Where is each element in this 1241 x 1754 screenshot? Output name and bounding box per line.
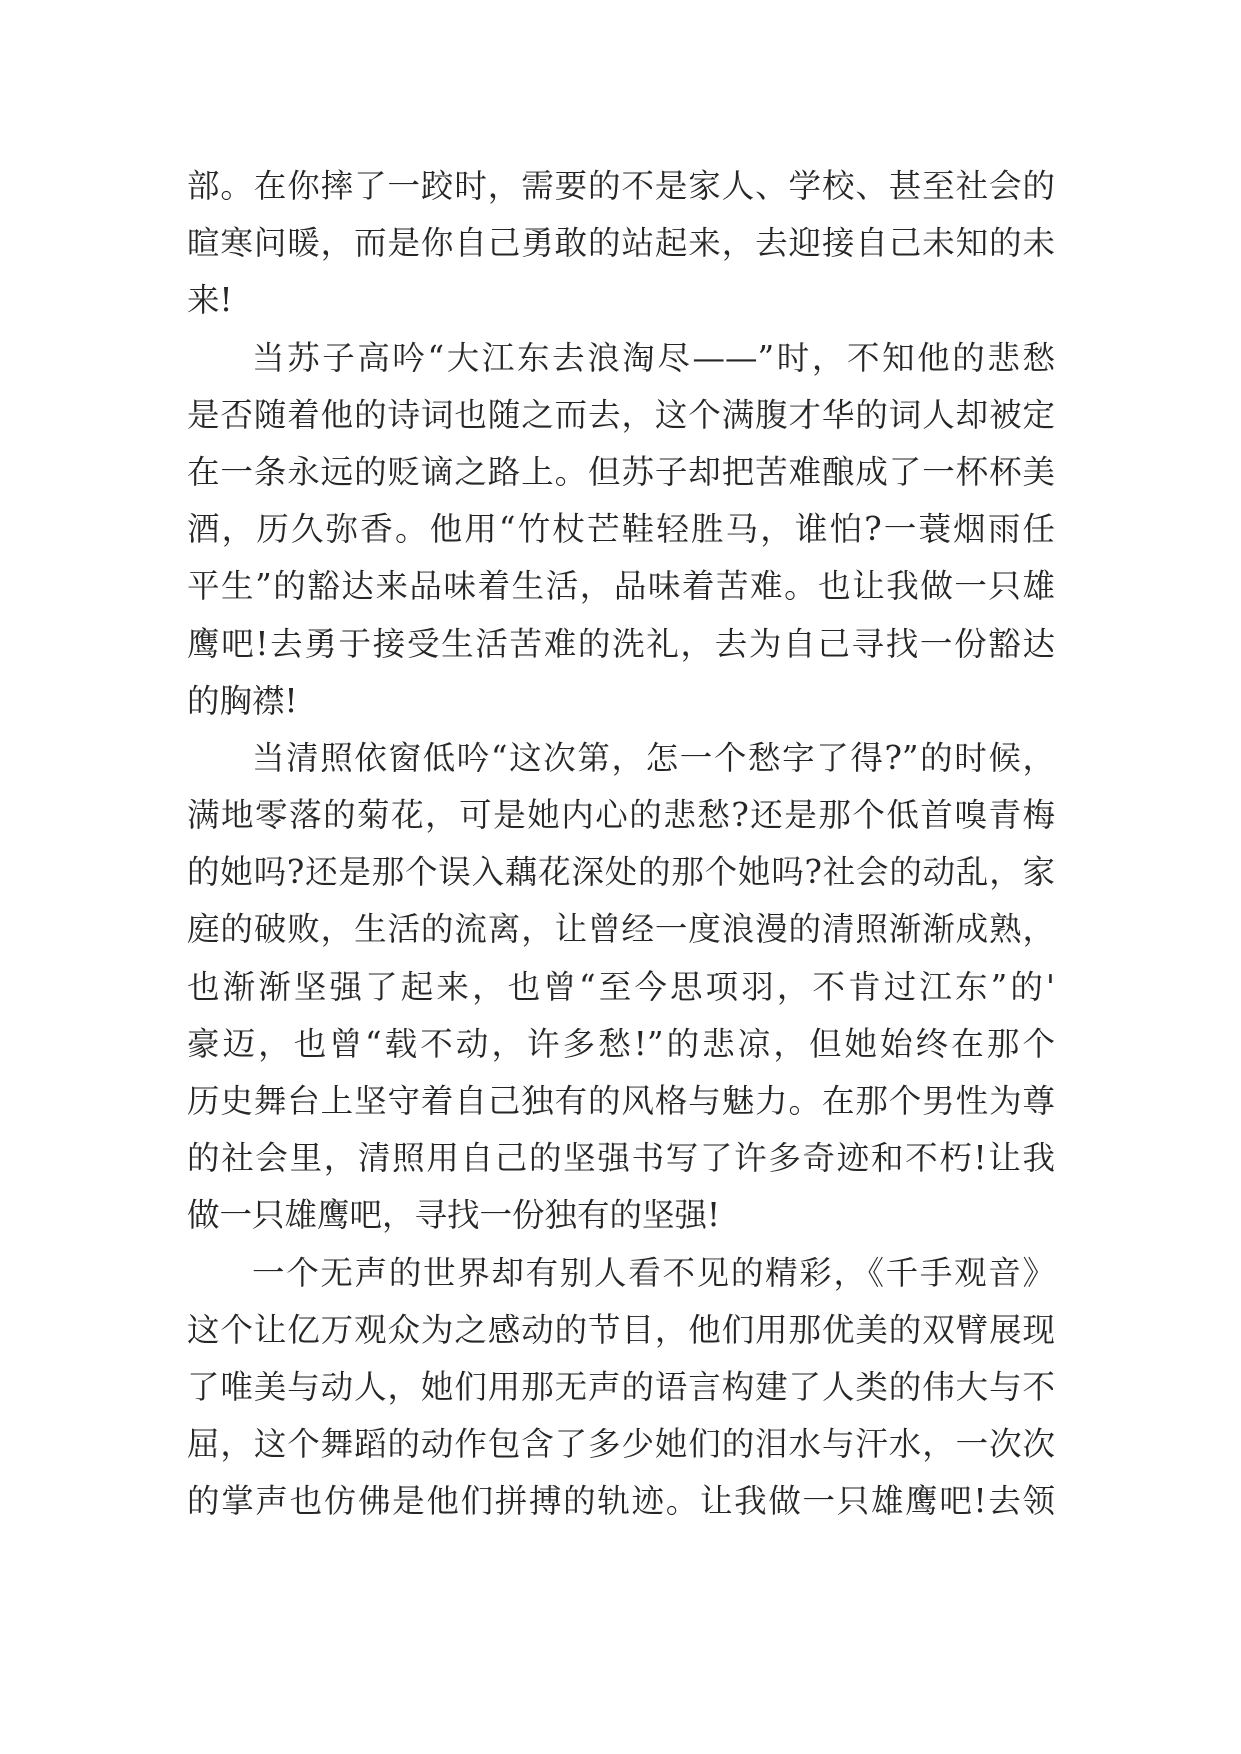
paragraph-first-line: 当苏子高吟“大江东去浪淘尽——”时，不知他的悲愁 [252,338,1055,377]
text-line: 的掌声也仿佛是他们拼搏的轨迹。让我做一只雄鹰吧!去领 [187,1482,1055,1521]
text-line: 酒，历久弥香。他用“竹杖芒鞋轻胜马，谁怕?一蓑烟雨任 [187,510,1055,549]
text-line: 历史舞台上坚守着自己独有的风格与魅力。在那个男性为尊 [187,1082,1055,1120]
text-line: 来! [187,281,233,320]
text-line: 也渐渐坚强了起来，也曾“至今思项羽，不肯过江东”的' [187,967,1055,1006]
paragraph-first-line: 当清照依窗低吟“这次第，怎一个愁字了得?”的时候， [252,738,1055,777]
text-line: 这个让亿万观众为之感动的节目，他们用那优美的双臂展现 [187,1310,1055,1349]
text-line: 在一条永远的贬谪之路上。但苏子却把苦难酿成了一杯杯美 [187,452,1055,491]
text-line: 暄寒问暖，而是你自己勇敢的站起来，去迎接自己未知的未 [187,224,1055,263]
text-line: 豪迈，也曾“载不动，许多愁!”的悲凉，但她始终在那个 [187,1024,1055,1063]
text-line: 庭的破败，生活的流离，让曾经一度浪漫的清照渐渐成熟， [187,910,1055,949]
text-line: 的社会里，清照用自己的坚强书写了许多奇迹和不朽!让我 [187,1139,1055,1178]
text-line: 满地零落的菊花，可是她内心的悲愁?还是那个低首嗅青梅 [187,796,1055,835]
paragraph-first-line: 一个无声的世界却有别人看不见的精彩，《千手观音》 [252,1253,1055,1292]
essay-text [187,158,1055,1531]
text-line: 的她吗?还是那个误入藕花深处的那个她吗?社会的动乱，家 [187,853,1055,892]
text-line: 屈，这个舞蹈的动作包含了多少她们的泪水与汗水，一次次 [187,1425,1055,1464]
text-line: 做一只雄鹰吧，寻找一份独有的坚强! [187,1196,721,1235]
text-line: 是否随着他的诗词也随之而去，这个满腹才华的词人却被定 [187,395,1055,434]
text-line: 鹰吧!去勇于接受生活苦难的洗礼，去为自己寻找一份豁达 [187,624,1055,663]
text-line: 平生”的豁达来品味着生活，品味着苦难。也让我做一只雄 [187,567,1055,606]
text-line: 部。在你摔了一跤时，需要的不是家人、学校、甚至社会的 [187,167,1055,205]
text-line: 的胸襟! [187,681,298,720]
text-line: 了唯美与动人，她们用那无声的语言构建了人类的伟大与不 [187,1367,1055,1406]
